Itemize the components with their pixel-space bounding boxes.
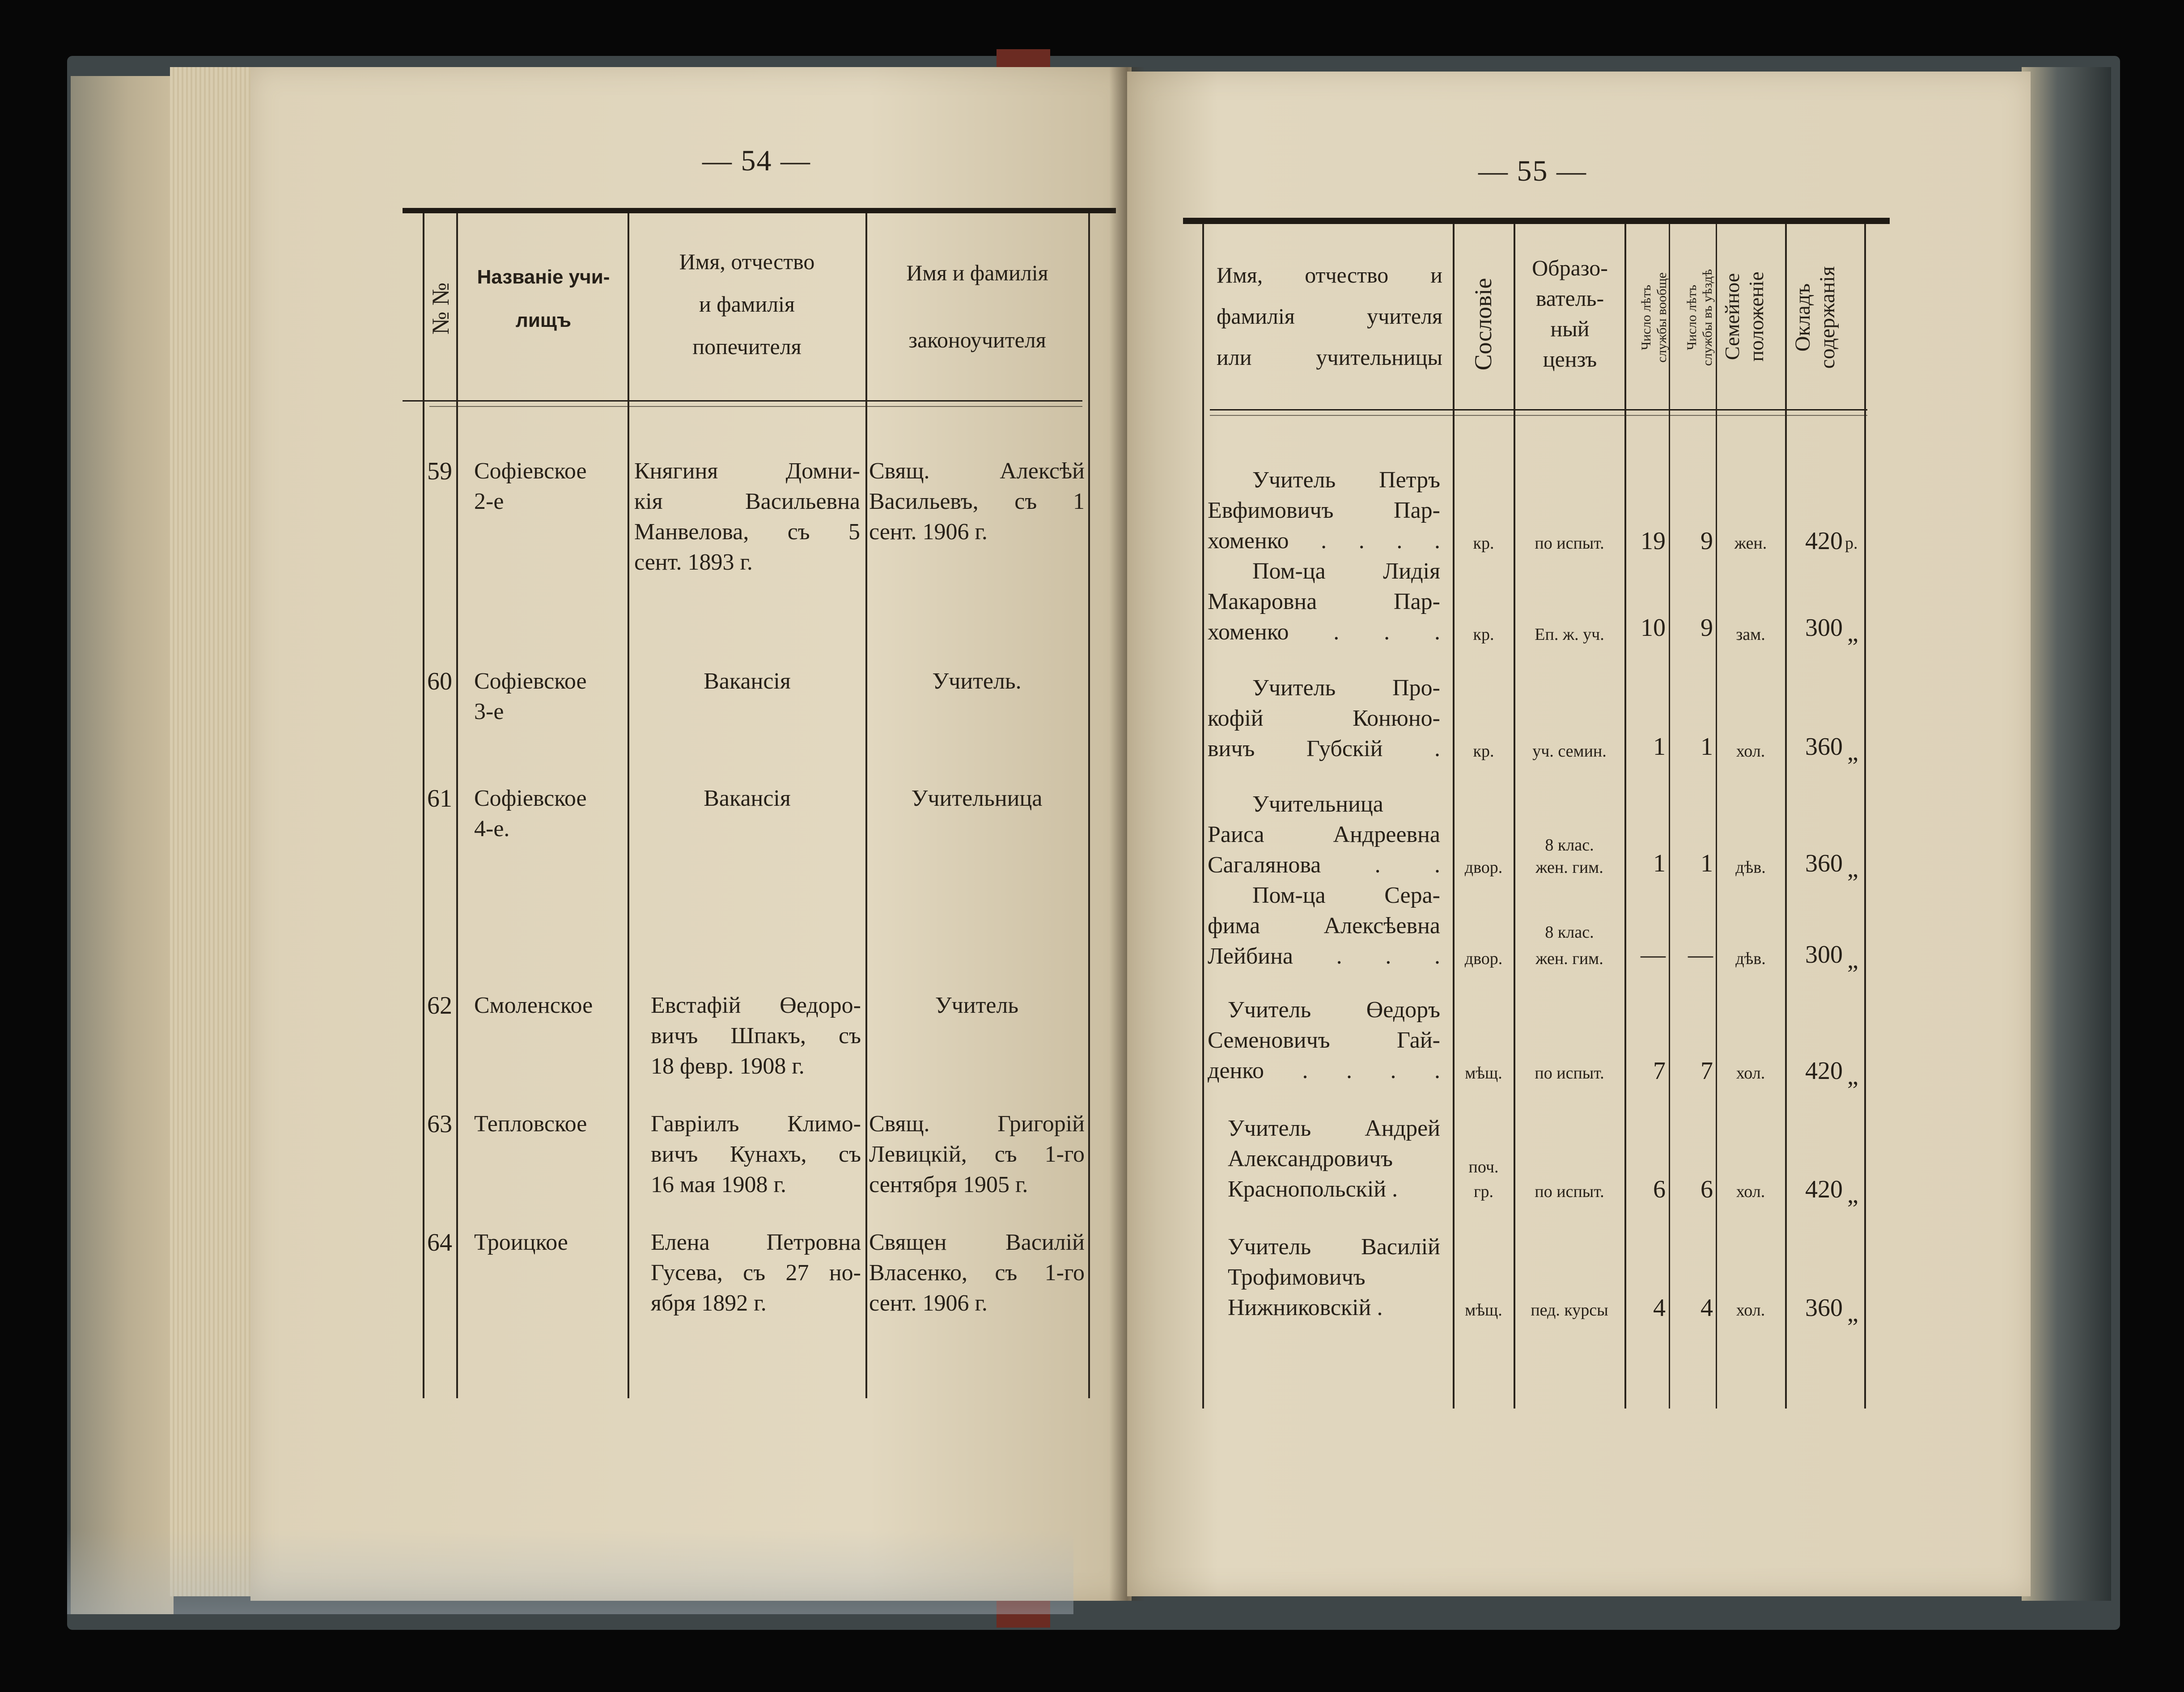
school-name: Тепловское [474,1111,587,1137]
school-name: Троицкое [474,1230,568,1255]
trustee-text: Вакансія [704,668,791,694]
teacher-name: Пом-ца Сера- [1252,883,1440,908]
estate: кр. [1473,534,1494,553]
teacher-name: Учитель Петръ [1252,467,1440,493]
trustee-text: вичъ Кунахъ, съ [651,1142,861,1167]
education: уч. семин. [1532,742,1607,761]
teacher-name: Пом-ца Лидія [1252,558,1440,584]
education: 8 клас. [1545,923,1594,942]
row-number: 63 [427,1110,452,1138]
trustee-text: кія Васильевна [634,489,860,514]
trustee-text: Княгиня Домни- [634,458,860,484]
column-divider [423,213,424,1398]
trustee-text: Елена Петровна [651,1230,861,1255]
teacher-text: Священ Василій [869,1230,1085,1255]
trustee-text: 18 февр. 1908 г. [651,1053,805,1079]
teacher-name: Учитель Өедоръ [1228,997,1440,1023]
years-uezd: 1 [1701,733,1713,761]
school-name: Софіевское [474,458,587,484]
teacher-name: Краснопольскій . [1228,1176,1398,1202]
header-teacher-line-2: законоучителя [908,327,1046,352]
page-number: — 54 — [702,144,811,177]
page-stack [170,67,255,1596]
teacher-name: Семеновичъ Гай- [1208,1028,1440,1053]
salary: 420 [1805,1057,1843,1085]
header-name-line-2: фамилія учителя [1217,304,1442,329]
teacher-name: Евфимовичъ Пар- [1208,498,1440,523]
teacher-text: Учитель. [932,668,1022,694]
school-name: 4-е. [474,816,510,842]
trustee-text: Гусева, съ 27 но- [651,1260,861,1286]
teacher-name: Трофимовичъ [1228,1265,1366,1290]
teacher-name: Макаровна Пар- [1208,589,1440,614]
education: 8 клас. [1545,836,1594,854]
education: по испыт. [1535,1182,1604,1201]
teacher-text: Учитель [935,993,1019,1018]
column-divider [1202,224,1204,1409]
salary: 420 [1805,1176,1843,1203]
header-years-uezd-line-1: Число лѣтъ [1684,284,1699,351]
column-divider [1514,224,1515,1409]
teacher-text: Васильевъ, съ 1 [869,489,1085,514]
header-trustee-line-2: и фамилія [699,292,795,317]
header-number: № № [427,282,454,335]
header-years-total-line-1: Число лѣтъ [1639,284,1654,351]
column-divider [456,213,458,1398]
header-years-uezd-line-2: службы въ уѣздѣ [1700,269,1715,366]
education: по испыт. [1535,534,1604,553]
column-divider [865,213,867,1398]
header-education-line-3: ный [1550,316,1590,341]
years-total: — [1641,941,1666,969]
family-status: дѣв. [1735,858,1766,877]
estate: мѣщ. [1465,1064,1502,1083]
header-family-line-2: положеніе [1745,271,1768,362]
family-status: зам. [1736,625,1765,644]
header-rule [403,400,1082,402]
header-rule-second [429,406,1082,407]
cover-edge-left [71,76,174,1614]
teacher-text: сентября 1905 г. [869,1172,1028,1197]
column-divider [1864,224,1866,1409]
row-number: 62 [427,992,452,1019]
column-divider [628,213,629,1398]
school-name: Софіевское [474,786,587,811]
teacher-text: Учительница [911,786,1043,811]
education: жен. гим. [1535,858,1603,877]
teacher-name: фима Алексѣевна [1208,913,1440,939]
header-teacher-line-1: Имя и фамилія [906,260,1048,285]
estate: кр. [1473,625,1494,644]
salary-unit: „ [1847,1181,1858,1209]
years-total: 1 [1653,850,1666,877]
teacher-text: Власенко, съ 1-го [869,1260,1085,1286]
salary-unit: „ [1847,1299,1858,1327]
family-status: дѣв. [1735,949,1766,968]
header-education-line-2: ватель- [1535,286,1604,311]
trustee-text: 16 мая 1908 г. [651,1172,787,1197]
trustee-text: Манвелова, съ 5 [634,519,860,545]
cover-edge-right [2022,67,2111,1601]
trustee-text: вичъ Шпакъ, съ [651,1023,861,1049]
header-rule [1210,409,1867,410]
header-salary-line-1: Окладъ [1791,283,1815,352]
teacher-name: вичъ Губскій . [1208,736,1440,761]
column-divider [1785,224,1787,1409]
years-total: 1 [1653,733,1666,761]
school-name: 3-е [474,699,504,724]
trustee-text: ября 1892 г. [651,1290,767,1316]
education: по испыт. [1535,1064,1604,1083]
column-divider [1669,224,1670,1409]
years-uezd: — [1688,941,1713,969]
teacher-text: Левицкій, съ 1-го [869,1142,1085,1167]
years-uezd: 7 [1701,1057,1713,1085]
salary: 360 [1805,850,1843,877]
header-trustee-line-1: Имя, отчество [679,249,815,274]
teacher-name: Учитель Андрей [1228,1116,1440,1141]
years-total: 6 [1653,1176,1666,1203]
school-name: Смоленское [474,993,593,1018]
years-uezd: 6 [1701,1176,1713,1203]
years-total: 10 [1641,614,1666,642]
header-salary-line-2: содержанія [1815,266,1839,369]
header-family-line-1: Семейное [1721,273,1743,360]
header-education-line-1: Образо- [1532,255,1608,280]
header-years-total-line-2: службы вообще [1654,272,1669,363]
header-estate: Сословіе [1470,278,1497,371]
header-name-line-3: или учительницы [1217,345,1442,370]
family-status: жен. [1734,534,1767,553]
years-uezd: 1 [1701,850,1713,877]
salary: 300 [1805,614,1843,642]
table-top-rule [403,208,1116,213]
salary-unit: „ [1847,855,1858,883]
salary-unit: „ [1847,946,1858,974]
trustee-text: Евстафій Өедоро- [651,993,861,1018]
estate: поч. [1468,1158,1499,1176]
salary-unit: „ [1847,1062,1858,1090]
column-divider [1453,224,1455,1409]
school-name: Софіевское [474,668,587,694]
header-education-line-4: цензъ [1543,347,1597,372]
trustee-text: Гавріилъ Климо- [651,1111,861,1137]
teacher-name: Сагалянова . . [1208,852,1440,878]
years-total: 19 [1641,527,1666,555]
teacher-name: Учитель Про- [1252,675,1440,701]
salary: 360 [1805,733,1843,761]
teacher-text: Свящ. Алексѣй [869,458,1085,484]
salary-unit: р. [1845,534,1858,553]
row-number: 59 [427,457,452,485]
header-trustee-line-3: попечителя [692,334,802,359]
row-number: 60 [427,668,452,695]
header-school-line-1: Названіе учи- [477,266,610,288]
header-rule-second [1210,415,1867,416]
estate: гр. [1473,1182,1494,1201]
column-divider [1624,224,1626,1409]
salary: 300 [1805,941,1843,969]
teacher-name: хоменко . . . [1208,619,1440,645]
trustee-text: сент. 1893 г. [634,550,753,575]
teacher-name: Учитель Василій [1228,1234,1440,1260]
teacher-name: Лейбина . . . [1208,943,1440,969]
salary: 360 [1805,1294,1843,1322]
estate: мѣщ. [1465,1301,1502,1320]
teacher-text: Свящ. Григорій [869,1111,1085,1137]
education: Еп. ж. уч. [1535,625,1604,644]
salary-unit: „ [1847,738,1858,766]
teacher-name: Нижниковскій . [1228,1295,1383,1320]
years-uezd: 4 [1701,1294,1713,1322]
row-number: 64 [427,1229,452,1256]
years-total: 4 [1653,1294,1666,1322]
education: пед. курсы [1531,1301,1608,1320]
teacher-name: Раиса Андреевна [1208,822,1440,847]
page-number: — 55 — [1478,155,1587,187]
column-divider [1088,213,1090,1398]
school-name: 2-е [474,489,504,514]
years-total: 7 [1653,1057,1666,1085]
table-top-rule [1183,218,1890,224]
family-status: хол. [1736,1182,1765,1201]
salary-unit: „ [1847,619,1858,647]
estate: двор. [1464,858,1503,877]
family-status: хол. [1736,1301,1765,1320]
family-status: хол. [1736,742,1765,761]
salary: 420 [1805,527,1843,555]
years-uezd: 9 [1701,527,1713,555]
teacher-name: кофій Конюно- [1208,706,1440,731]
teacher-name: денко . . . . [1208,1058,1440,1083]
teacher-text: сент. 1906 г. [869,1290,988,1316]
family-status: хол. [1736,1064,1765,1083]
row-number: 61 [427,785,452,812]
header-school-line-2: лищъ [515,309,572,331]
teacher-name: Учительница [1252,791,1383,817]
teacher-text: сент. 1906 г. [869,519,988,545]
education: жен. гим. [1535,949,1603,968]
column-divider [1716,224,1717,1409]
teacher-name: Александровичъ [1228,1146,1393,1172]
trustee-text: Вакансія [704,786,791,811]
years-uezd: 9 [1701,614,1713,642]
estate: двор. [1464,949,1503,968]
header-name-line-1: Имя, отчество и [1217,262,1442,288]
estate: кр. [1473,742,1494,761]
teacher-name: хоменко . . . . [1208,528,1440,554]
protective-film [67,1529,1073,1614]
